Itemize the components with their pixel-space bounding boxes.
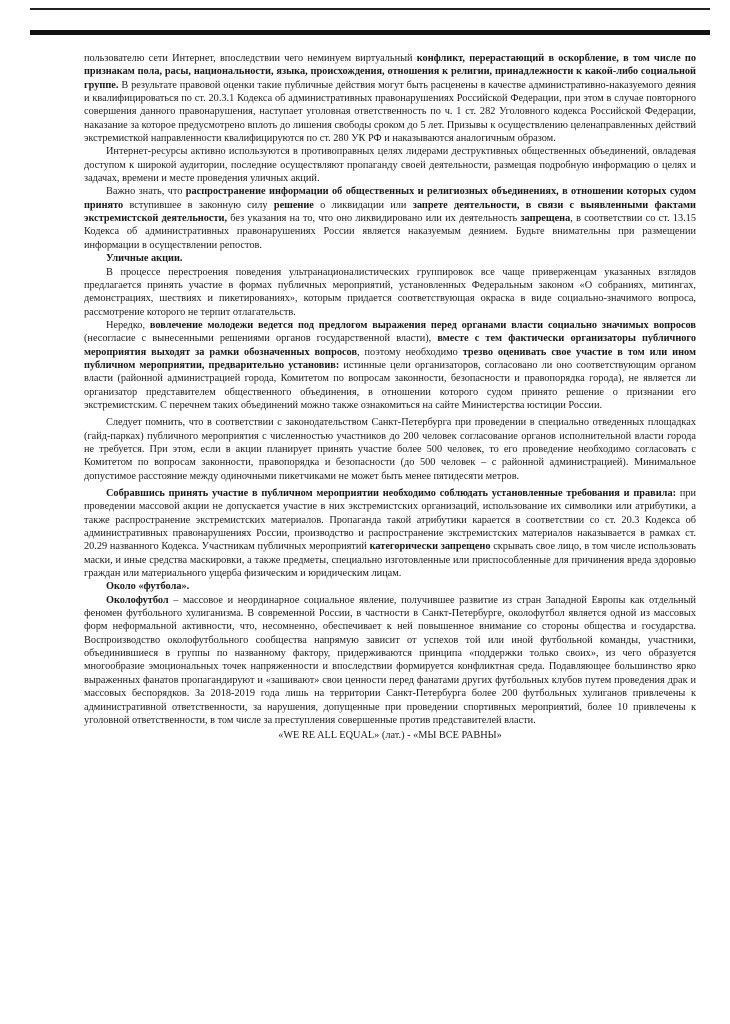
body-text: о ликвидации или [313, 199, 413, 211]
body-text: – массовое и неординарное социальное явление, получившее развитие из стран Западной Европы как отдельный феномен футбольного хулиганизма. В современной России, в частности в Санкт-Петербурге, околофутбол является одной из массовых форм неформальной активности, что, несомненно, обеспечивает к ней повышенное внимание со стороны общества и государства. Воспроизводство околофутбольного сообщества напрямую зависит от успехов той или иной футбольной команды, участники, объединившиеся в группы по названному фактору, придерживаются принципа «поддержки только своих», из чего образуется многообразие эмоциональных точек напряженности и впоследствии формируется конфликтная среда. Подавляющее большинство ярко выраженных фанатов пропагандируют и «зашивают» свои ценности перед фанатами других футбольных клубов путем проведения драк и массовых беспорядков. За 2018-2019 года лишь на территории Санкт-Петербурга более 200 футбольных хулиганов привлечены к административной ответственности, за нарушения, допущенные при проведении спортивных мероприятий, более 10 привлечены к уголовной ответственности, в том числе за преступления совершенные против представителей власти. [84, 594, 696, 726]
bold-text: запрещена [520, 213, 571, 225]
body-text: Нередко, [106, 319, 150, 331]
body-text: истинные цели организаторов, согласовано ли оно соответствующим органом власти (районной администрацией города, Комитетом по вопросам законности, безопасности и правопорядка города), не является ли организатор представителем общественного объединения, в отношении которого судом принято решение о признании его экстремистским. С перечнем таких объединений можно также ознакомиться на сайте Министерства юстиции России. [84, 359, 696, 411]
footer-slogan: «WE RE ALL EQUAL» (лат.) - «МЫ ВСЕ РАВНЫ» [278, 730, 502, 742]
bold-text: Собравшись принять участие в публичном мероприятии необходимо соблюдать установленные требования и правила: [106, 488, 677, 499]
bold-text: Околофутбол [106, 594, 169, 606]
bold-text: распространение информации об общественных и религиозных объединениях, в отношении которых судом принято [84, 186, 696, 211]
bold-text: запрете деятельности, в связи с выявленными фактами экстремистской деятельности, [84, 199, 696, 225]
body-text: , в соответствии со ст. 13.15 Кодекса об административных правонарушениях России является наказуемым деянием. Будьте внимательны при размещении информации в осуществлении репостов. [84, 213, 696, 251]
bold-text: трезво оценивать свое участие в том или ином публичном мероприятии, предварительно установив: [84, 346, 696, 371]
paragraph-football-hooligans [84, 594, 696, 727]
header-rule-line [30, 30, 710, 35]
heading-street-actions: Уличные акции. [106, 253, 183, 265]
bold-text: категорически запрещено [369, 541, 491, 553]
body-text: пользователю сети Интернет, впоследствии чего неминуем виртуальный [84, 53, 417, 64]
body-text: (несогласие с вынесенными решениями органов государственной власти), [84, 333, 438, 345]
bold-text: вместе с тем фактически организаторы публичного мероприятия выходят за рамки обозначенных вопросов [84, 333, 696, 358]
body-text: Важно знать, что [106, 186, 186, 198]
paragraph-rules [84, 487, 696, 580]
body-text: Интернет-ресурсы активно используются в противоправных целях лидерами деструктивных общественных объединений, овладевая доступом к широкой аудитории, последние осуществляют пропаганду своей деятельности, размещая подробную информацию о целях и задачах, времени и месте проведения уличных акций. [84, 146, 696, 185]
body-text: без указания на то, что оно ликвидировано или их деятельность [227, 213, 521, 225]
body-text: вступившее в законную силу [123, 199, 274, 211]
paragraph-spb-legislation [84, 416, 696, 483]
paragraph-youth-involvement [84, 319, 696, 412]
body-text: В результате правовой оценки такие публичные действия могут быть расценены в качестве административно-наказуемого деяния и квалифицироваться по ст. 20.3.1 Кодекса об административных правонарушениях Российской Федерации, при этом в случае повторного совершения данного правонарушения, наступает уголовная ответственность по ч. 1 ст. 282 Уголовного кодекса Российской Федерации, наказание за которое предусмотрено вплоть до лишения свободы сроком до 5 лет. Призывы к осуществлению целенаправленных действий экстремисткой направленности квалифицируются по ст. 280 УК РФ и наказываются аналогичным образом. [84, 79, 696, 145]
body-text: Следует помнить, что в соответствии с законодательством Санкт-Петербурга при проведении в специально отведенных площадках (гайд-парках) публичного мероприятия с численностью участников до 200 человек согласование органов исполнительной власти города не требуется. При этом, если в акции планирует принять участие более 500 человек, то его проведение необходимо согласовать с Комитетом по вопросам законности, правопорядка и безопасности (до 500 человек – с районной администрацией). Минимальное допустимое расстояние между одиночными пикетчиками не может быть менее пятидесяти метров. [84, 417, 696, 482]
body-text: скрывать свое лицо, в том числе использовать маски, и иные средства маскировки, а также предметы, специально изготовленные или приспособленные для причинения вреда здоровью граждан или материального ущерба физическим и юридическим лицам. [84, 541, 696, 580]
top-rule-line [30, 8, 710, 10]
bold-text: решение [273, 199, 314, 211]
bold-text: вовлечение молодежи ведется под предлогом выражения перед органами власти социально значимых вопросов [149, 319, 696, 331]
bold-text: конфликт, перерастающий в оскорбление, в том числе по признакам пола, расы, национальности, языка, происхождения, отношения к религии, принадлежности к какой-либо социальной группе. [84, 53, 696, 91]
body-text: , поэтому необходимо [357, 346, 463, 358]
body-text: при проведении массовой акции не допускается участие в них экстремистских организаций, использование их символики или атрибутики, а также распространение экстремистских материалов. Пропаганда такой атрибутики карается в соответствии со ст. 20.3 Кодекса об административных правонарушениях России, производство и распространение экстремистских материалов наказывается в рамках ст. 20.29 названного Кодекса. Участникам публичных мероприятий [84, 488, 696, 553]
paragraph-important-to-know [84, 185, 696, 252]
document-page [84, 52, 696, 743]
body-text: В процессе перестроения поведения ультранационалистических группировок все чаще приверженцам указанных взглядов предлагается принять участие в формах публичных мероприятий, установленных Федеральным законом «О собраниях, митингах, демонстрациях, шествиях и пикетированиях», которым придается соответствующая окраска в виде социально-значимого вопроса, рассмотрение которого не терпит отлагательств. [84, 266, 696, 318]
paragraph-internet-conflict [84, 52, 696, 145]
paragraph-internet-resources [84, 145, 696, 185]
paragraph-public-events [84, 266, 696, 319]
heading-about-football: Около «футбола». [106, 581, 190, 593]
